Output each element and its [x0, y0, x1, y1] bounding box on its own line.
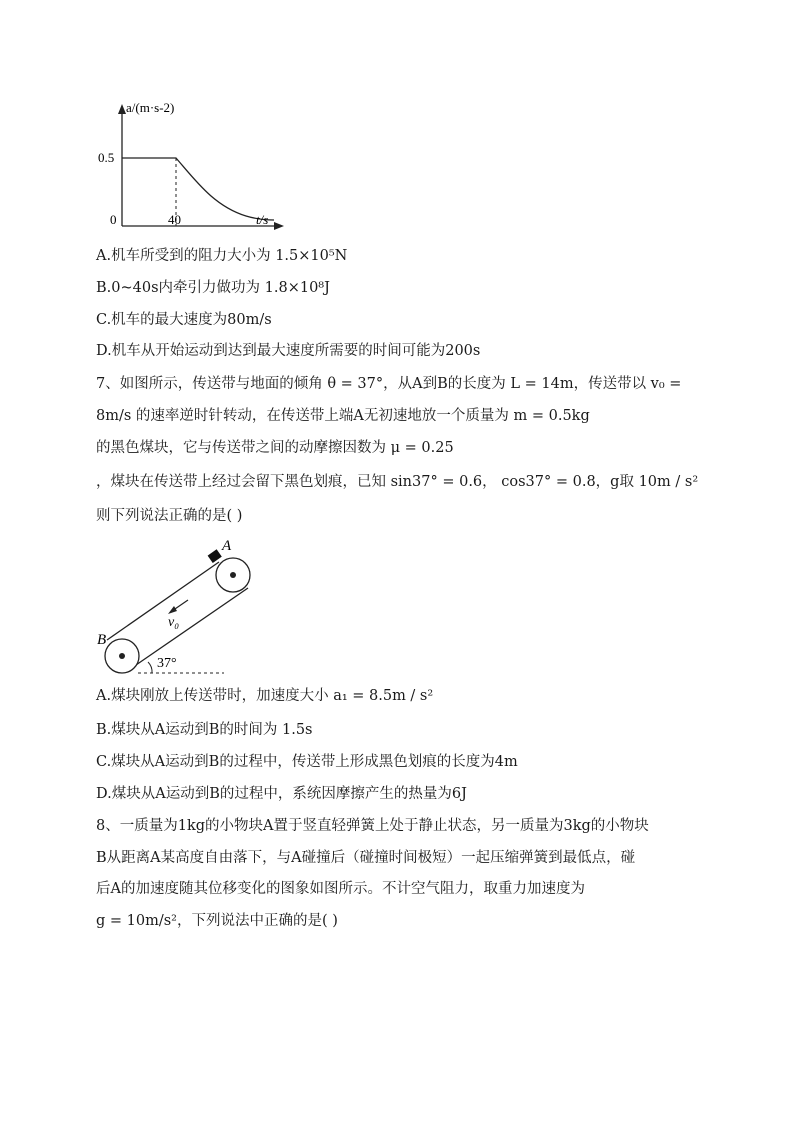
q7-stem-line-5: 则下列说法正确的是( ): [96, 508, 243, 524]
conveyor-belt-figure: [94, 534, 264, 680]
q8-stem-line-1: 8、一质量为1kg的小物块A置于竖直轻弹簧上处于静止状态，另一质量为3kg的小物块: [96, 818, 649, 834]
q7-option-d: D.煤块从A运动到B的过程中，系统因摩擦产生的热量为6J: [96, 786, 467, 802]
q7-option-c: C.煤块从A运动到B的过程中，传送带上形成黑色划痕的长度为4m: [96, 754, 518, 770]
y-axis-label: a/(m·s-2): [126, 100, 175, 115]
q8-stem-line-3: 后A的加速度随其位移变化的图象如图所示。不计空气阻力，取重力加速度为: [96, 881, 585, 897]
angle-arc: [148, 662, 152, 673]
coal-block: [208, 549, 222, 563]
acceleration-time-graph: [96, 96, 296, 236]
label-b: B: [97, 632, 107, 648]
velocity-arrowhead: [168, 606, 177, 614]
q6-option-b: B.0~40s内牵引力做功为 1.8×10⁸J: [96, 280, 330, 296]
q7-stem-line-3: 的黑色煤块，它与传送带之间的动摩擦因数为 μ = 0.25: [96, 440, 454, 456]
belt-top-edge: [107, 562, 219, 640]
q7-option-b: B.煤块从A运动到B的时间为 1.5s: [96, 722, 313, 738]
y-tick-label: 0.5: [98, 150, 115, 165]
x-tick-label: 40: [168, 212, 181, 227]
label-v0: v₀: [168, 615, 180, 630]
q7-stem-line-1: 7、如图所示，传送带与地面的倾角 θ = 37°，从A到B的长度为 L = 14m，传送带以 v₀ =: [96, 376, 682, 392]
acceleration-curve: [122, 158, 274, 220]
top-pulley-axle: [230, 572, 236, 578]
bottom-pulley-axle: [119, 653, 125, 659]
origin-label: 0: [110, 212, 117, 227]
q8-stem-line-4: g = 10m/s²，下列说法中正确的是( ): [96, 913, 338, 929]
q6-option-d: D.机车从开始运动到达到最大速度所需要的时间可能为200s: [96, 343, 481, 359]
q8-stem-line-2: B从距离A某高度自由落下，与A碰撞后（碰撞时间极短）一起压缩弹簧到最低点，碰: [96, 850, 636, 866]
q6-option-a: A.机车所受到的阻力大小为 1.5×10⁵N: [96, 248, 348, 264]
angle-label: 37°: [157, 656, 177, 671]
y-axis-arrow: [118, 104, 126, 114]
x-axis-arrow: [274, 222, 284, 230]
belt-bottom-edge: [136, 588, 248, 665]
q7-stem-line-4: ，煤块在传送带上经过会留下黑色划痕，已知 sin37° = 0.6， cos37° = 0.8，g取 10m / s²: [96, 474, 699, 490]
q6-option-c: C.机车的最大速度为80m/s: [96, 312, 272, 328]
q7-stem-line-2: 8m/s 的速率逆时针转动，在传送带上端A无初速地放一个质量为 m = 0.5kg: [96, 408, 590, 424]
label-a: A: [222, 538, 232, 554]
x-axis-label: t/s: [256, 212, 269, 227]
q7-option-a: A.煤块刚放上传送带时，加速度大小 a₁ = 8.5m / s²: [96, 688, 434, 704]
